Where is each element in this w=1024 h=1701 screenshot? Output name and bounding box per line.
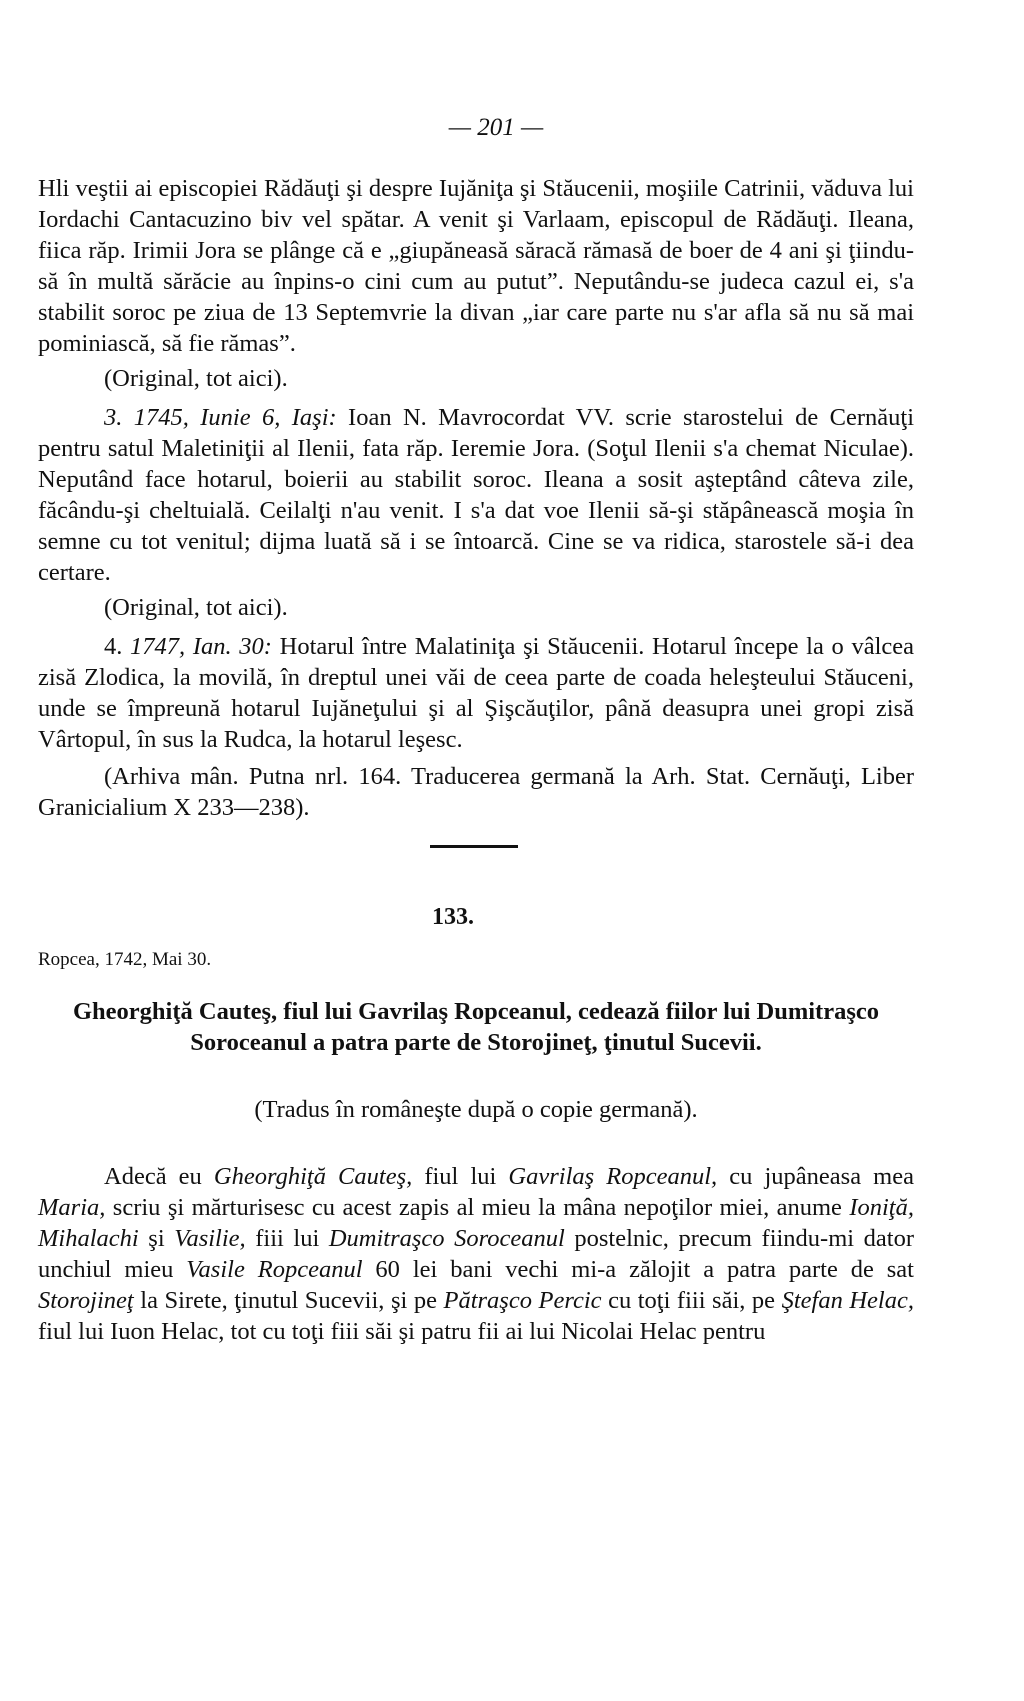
- body-name: Gheorghiţă Cauteş,: [213, 1163, 413, 1190]
- body-name: Ioniţă, Mihalachi: [38, 1194, 914, 1252]
- document-header: [38, 888, 914, 988]
- body-text: 60 lei bani vechi mi-a zălojit a patra parte de sat: [362, 1256, 914, 1283]
- paragraph-summary-1: Hli veştii ai episcopiei Rădăuţi şi despre Iujăniţa şi Stăucenii, moşiile Catrinii, văduva lui Iordachi Cantacuzino biv vel spătar. A venit şi Varlaam, episcopul de Rădăuţi. Ileana, fiica răp. Irimii Jora se plânge că e „giupăneasă săracă rămasă de boer de 4 ani şi ţiindu-să în multă sărăcie au înpins-o cini cum au putut”. Neputându-se judeca cazul ei, s'a stabilit soroc pe ziua de 13 Septemvrie la divan „iar care parte nu s'ar afla să nu să mai pominiască, să fie rămas”.: [38, 175, 914, 357]
- source-note-2: (Original, tot aici).: [104, 594, 288, 621]
- body-text: şi: [138, 1225, 175, 1252]
- body-text: postelnic, precum fiindu-mi dator unchiul mieu: [38, 1225, 914, 1283]
- entry-3: [38, 402, 914, 588]
- body-name: Vasile Ropceanul: [186, 1256, 363, 1283]
- entry-4-number: 4.: [104, 633, 131, 660]
- translation-note: (Tradus în româneşte după o copie germană).: [254, 1096, 698, 1123]
- body-name: Pătraşco Percic: [443, 1287, 602, 1314]
- body-name: Vasilie,: [174, 1225, 246, 1252]
- section-separator: [430, 845, 518, 848]
- document-regest: Gheorghiţă Cauteş, fiul lui Gavrilaş Ropceanul, cedează fiilor lui Dumitraşco Soroceanul a patra parte de Storojineţ, ţinutul Sucevii.: [73, 998, 879, 1056]
- source-note-3: (Arhiva mân. Putna nrl. 164. Traducerea germană la Arh. Stat. Cernăuţi, Liber Granicialium X 233—238).: [38, 763, 914, 821]
- body-name: Dumitraşco Soroceanul: [328, 1225, 565, 1252]
- body-text: cu toţi fiii săi, pe: [601, 1287, 782, 1314]
- document-body-text: [38, 1161, 914, 1347]
- body-text: fiul lui Iuon Helac, tot cu toţi fiii săi şi patru fii ai lui Nicolai Helac pentru: [38, 1318, 766, 1345]
- body-name: Gavrilaş Ropceanul,: [508, 1163, 718, 1190]
- body-text: Adecă eu: [104, 1163, 214, 1190]
- body-name: Maria,: [38, 1194, 106, 1221]
- entry-4-date: 1747, Ian. 30:: [130, 633, 272, 660]
- entry-4-text: Hotarul între Malatiniţa şi Stăucenii. Hotarul începe la o vâlcea zisă Zlodica, la movilă, în dreptul unei văi de ceea parte de coada heleşteului Stăuceni, unde se împreună hotarul Iujăneţului şi al Şişcăuţilor, până deasupra unei gropi zisă Vârtopul, în sus la Rudca, la hotarul leşesc.: [38, 633, 914, 753]
- document-place-date: Ropcea, 1742, Mai 30.: [38, 949, 212, 970]
- source-note-1: (Original, tot aici).: [104, 365, 288, 392]
- document-number: 133.: [432, 904, 474, 930]
- entry-3-text: Ioan N. Mavrocordat VV. scrie starostelui de Cernăuţi pentru satul Maletiniţii al Ilenii, fata răp. Ieremie Jora. (Soţul Ilenii s'a chemat Niculae). Neputând face hotarul, boierii au stabilit soroc. Ileana a sosit aşteptând câteva zile, făcându-şi cheltuială. Ceilalţi n'au venit. I s'a dat voe Ilenii să-şi stăpânească moşia în semne cu tot venitul; dijma luată să i se întoarcă. Cine se va ridica, starostele să-i dea certare.: [38, 404, 914, 586]
- body-text: cu jupâneasa mea: [717, 1163, 914, 1190]
- page-number: — 201 —: [448, 114, 544, 141]
- entry-3-date: 3. 1745, Iunie 6, Iaşi:: [104, 404, 337, 431]
- body-text: fiii lui: [245, 1225, 329, 1252]
- entry-4: [38, 631, 914, 755]
- body-name: Storojineţ: [38, 1287, 134, 1314]
- body-text: la Sirete, ţinutul Sucevii, şi pe: [133, 1287, 444, 1314]
- body-name: Ştefan Helac,: [781, 1287, 914, 1314]
- body-text: fiul lui: [412, 1163, 509, 1190]
- body-text: scriu şi mărturisesc cu acest zapis al mieu la mâna nepoţilor miei, anume: [105, 1194, 850, 1221]
